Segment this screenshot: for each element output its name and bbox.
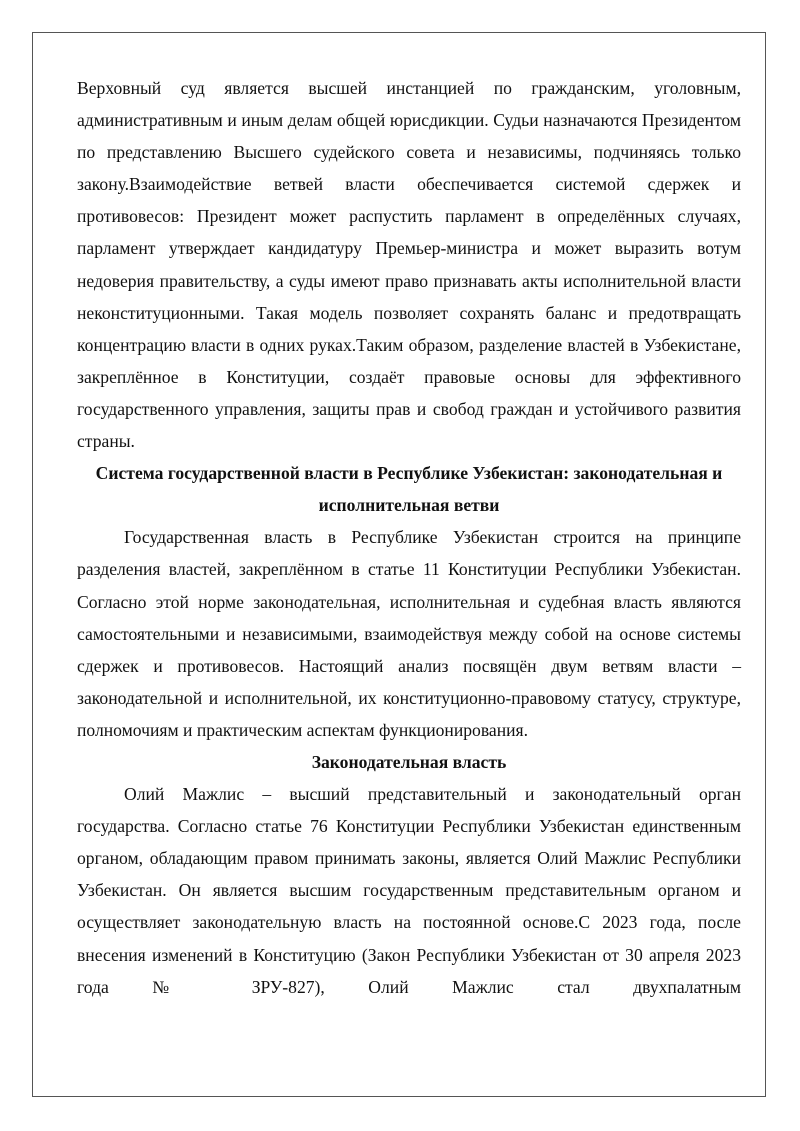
paragraph-separation-of-powers: Государственная власть в Республике Узбекистан строится на принципе разделения властей, закреплённом в статье 11 Конституции Республики Узбекистан. Согласно этой норме законодательная, исполнительная и судебная власть являются самостоятельными и независимыми, взаимодействуя между собой на основе системы сдержек и противовесов. Настоящий анализ посвящён двум ветвям власти – законодательной и исполнительной, их конституционно-правовому статусу, структуре, полномочиям и практическим аспектам функционирования. [77, 527, 741, 740]
section-heading-legislative: Законодательная власть [311, 751, 507, 772]
paragraph-supreme-court: Верховный суд является высшей инстанцией по гражданским, уголовным, административным и иным делам общей юрисдикции. Судьи назначаются Президентом по представлению Высшего судейского совета и независимы, подчиняясь только закону.Взаимодействие ветвей власти обеспечивается системой сдержек и противовесов: Президент может распустить парламент в определённых случаях, парламент утверждает кандидатуру Премьер-министра и может выразить вотум недоверия правительству, а суды имеют право признавать акты исполнительной власти неконституционными. Такая модель позволяет сохранять баланс и предотвращать концентрацию власти в одних руках.Таким образом, разделение властей в Узбекистане, закреплённое в Конституции, создаёт правовые основы для эффективного государственного управления, защиты прав и свобод граждан и устойчивого развития страны. [77, 78, 741, 452]
section-heading-state-power: Система государственной власти в Республике Узбекистан: законодательная и исполнительная ветви [95, 463, 723, 516]
document-body [77, 72, 741, 1003]
paragraph-oliy-majlis: Олий Мажлис – высший представительный и законодательный орган государства. Согласно статье 76 Конституции Республики Узбекистан единственным органом, обладающим правом принимать законы, является Олий Мажлис Республики Узбекистан. Он является высшим государственным представительным органом и осуществляет законодательную власть на постоянной основе.С 2023 года, после внесения изменений в Конституцию (Закон Республики Узбекистан от 30 апреля 2023 года № ЗРУ-827), Олий Мажлис стал двухпалатным [77, 784, 741, 997]
